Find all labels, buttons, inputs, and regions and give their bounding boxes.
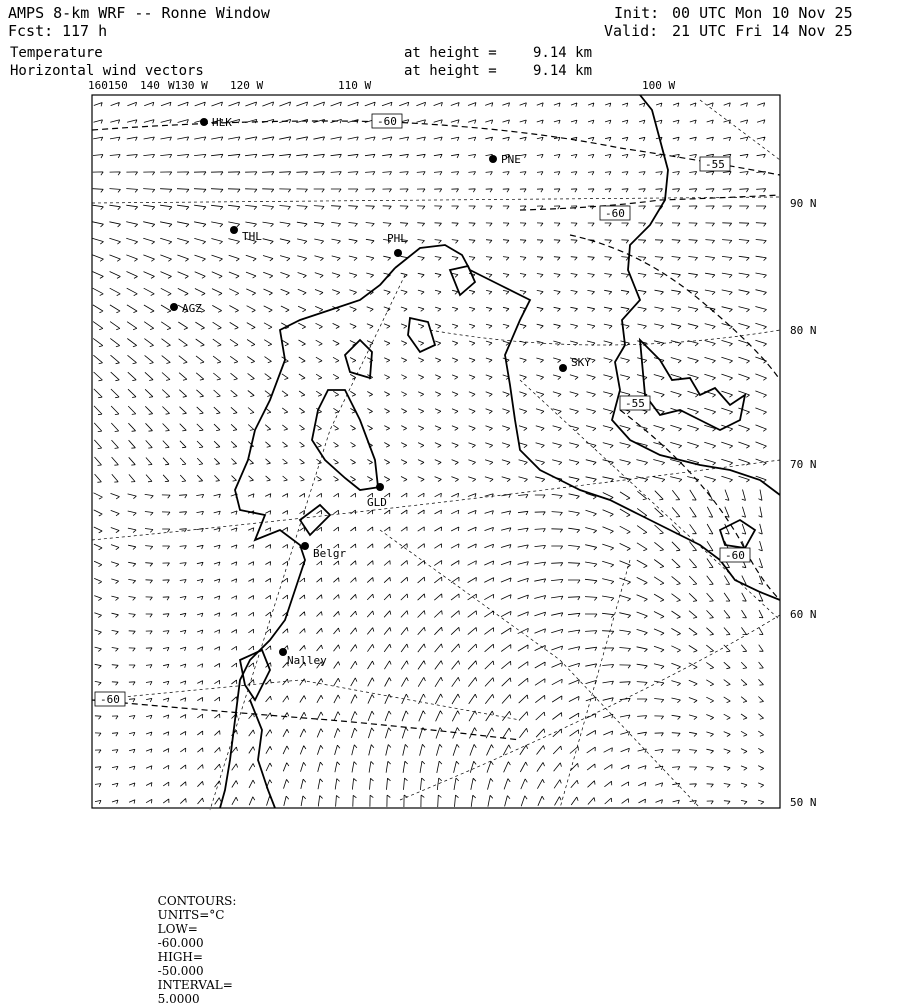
longitude-label: 110 W [338,79,372,92]
station-label-phl: PHL [387,232,407,245]
contour-minus60-left [92,700,520,740]
interval-label: INTERVAL= [157,978,233,992]
latitude-label: 70 N [790,458,817,471]
station-marker-sky[interactable] [559,364,567,372]
field1-height-label: at height = [404,45,497,61]
station-label-belgr: Belgr [313,547,347,560]
init-value: 00 UTC Mon 10 Nov 25 [672,4,853,22]
latitude-line-90 [92,197,780,203]
longitude-line-a [210,275,405,810]
units-field [158,908,225,922]
coastline-island-2 [408,318,435,352]
latitude-label: 60 N [790,608,817,621]
latitude-labels [790,197,817,809]
latitude-line-80 [430,330,780,345]
contour-label-group [95,114,750,706]
units-label: UNITS= [157,908,210,922]
longitude-line-f [700,100,780,160]
coastline-island-5 [240,650,270,700]
wind-barbs [93,102,767,807]
field2-name: Horizontal wind vectors [10,63,204,79]
station-label-sky: SKY [571,356,591,369]
longitude-label: W130 W [168,79,208,92]
contour-minus60-right [620,410,780,600]
station-label-pne: PNE [501,153,521,166]
station-label-hlk: HLK [212,116,232,129]
low-label: LOW= [157,922,198,936]
station-label-gld: GLD [367,496,387,509]
interval-value: 5.0000 [157,992,200,1006]
field1-name: Temperature [10,45,103,61]
station-marker-hlk[interactable] [200,118,208,126]
field2-height-value: 9.14 km [533,63,593,79]
contour-label: -60 [725,549,745,562]
station-marker-belgr[interactable] [301,542,309,550]
contour-label: -60 [605,207,625,220]
longitude-label: 120 W [230,79,264,92]
contour-label: -60 [100,693,120,706]
high-value: -50.000 [157,964,204,978]
valid-label: Valid: [604,22,659,40]
map-title: AMPS 8-km WRF -- Ronne Window [8,4,270,22]
station-marker-thl[interactable] [230,226,238,234]
station-marker-phl[interactable] [394,249,402,257]
coastline-inner-ice-shelf [312,390,380,490]
latitude-label: 50 N [790,796,817,809]
coastline-peninsula-islands [640,340,745,430]
init-label: Init: [614,4,660,22]
station-label-agz: AGZ [182,302,202,315]
contour-label: -60 [377,115,397,128]
forecast-label: Fcst: [8,22,54,40]
latitude-label: 80 N [790,324,817,337]
high-label: HIGH= [157,950,203,964]
station-marker-nalley[interactable] [279,648,287,656]
longitude-label: 100 W [642,79,676,92]
contour-label: -55 [705,158,725,171]
valid-value: 21 UTC Fri 14 Nov 25 [672,22,853,40]
contour-label: -55 [625,397,645,410]
station-marker-pne[interactable] [489,155,497,163]
station-label-nalley: Nalley [287,654,327,667]
longitude-labels [88,79,675,92]
low-value: -60.000 [157,936,204,950]
field2-height-label: at height = [404,63,497,79]
contour-minus60-upper [92,121,780,175]
station-label-thl: THL [242,230,262,243]
wind-vector-field [93,102,767,807]
contour-info [150,880,242,1006]
field1-height-value: 9.14 km [533,45,593,61]
coastline-ronne-front [395,245,780,600]
latitude-label: 90 N [790,197,817,210]
longitude-label: 160150 [88,79,128,92]
temperature-contours [92,121,780,740]
longitude-label: 140 [140,79,160,92]
contours-label: CONTOURS: [157,894,237,908]
latitude-line-60 [400,615,780,800]
station-marker-gld[interactable] [376,483,384,491]
station-marker-agz[interactable] [170,303,178,311]
forecast-value: 117 h [62,22,108,40]
station-group [170,116,591,667]
units-value: °C [209,908,225,922]
coastline-island-1 [345,340,372,378]
